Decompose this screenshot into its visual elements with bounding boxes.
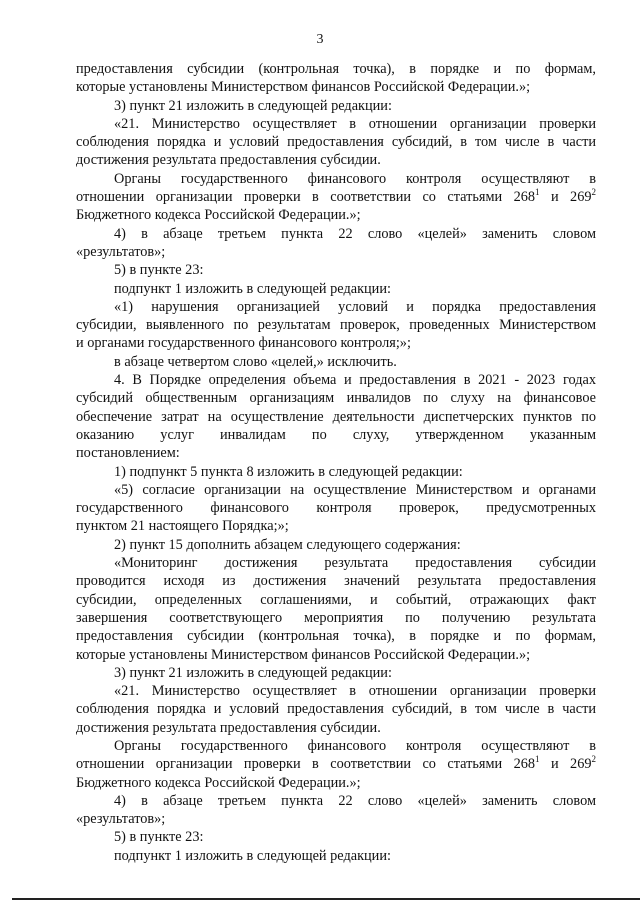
text-line [76,810,596,828]
text-line [76,737,596,755]
superscript: 2 [591,188,596,198]
text-line-content: постановлением: [76,445,180,462]
text-line [76,646,596,664]
text-line-content: достижения результата предоставления субсидии. [76,719,381,736]
text-line-content: 3) пункт 21 изложить в следующей редакции: [114,664,392,681]
text-line [76,60,596,78]
text-line [76,719,596,737]
text-line-content: достижения результата предоставления субсидии. [76,152,381,169]
text-line [76,554,596,572]
text-line [76,627,596,645]
text-line-content: и органами государственного финансового контроля;»; [76,335,411,352]
text-line-content: государственного финансового контроля проверок, предусмотренных [76,500,596,517]
text-line [76,151,596,169]
text-line [76,389,596,407]
text-line-continuation: и 269 [539,189,592,206]
text-line [76,700,596,718]
text-line-content: 4. В Порядке определения объема и предоставления в 2021 - 2023 годах [114,372,596,389]
bottom-divider [12,898,640,900]
text-line [76,426,596,444]
text-line-content: соблюдения порядка и условий предоставления субсидий, в том числе в части [76,701,596,718]
text-line-content: 2) пункт 15 дополнить абзацем следующего содержания: [114,536,461,553]
text-line-content: которые установлены Министерством финансов Российской Федерации.»; [76,646,531,663]
text-line [76,170,596,188]
text-line-content: 3) пункт 21 изложить в следующей редакции: [114,97,392,114]
text-line [76,97,596,115]
text-line [76,774,596,792]
text-line [76,572,596,590]
text-line-content: «результатов»; [76,243,166,260]
text-line-content: Органы государственного финансового контроля осуществляют в [114,170,596,187]
text-line-continuation: и 269 [539,756,592,773]
text-line [76,463,596,481]
text-line [76,499,596,517]
text-line-content: субсидии, выявленного по результатам проверок, проведенных Министерством [76,317,596,334]
text-line-content: 4) в абзаце третьем пункта 22 слово «целей» заменить словом [114,792,596,809]
text-line [76,444,596,462]
text-line-content: 5) в пункте 23: [114,262,204,279]
text-line [76,682,596,700]
text-line-content: «Мониторинг достижения результата предоставления субсидии [114,555,596,572]
text-line [76,408,596,426]
text-line [76,280,596,298]
text-line-content: подпункт 1 изложить в следующей редакции: [114,280,391,297]
text-line [76,188,596,206]
text-line [76,206,596,224]
text-line [76,371,596,389]
text-line-content: субсидий общественным организациям инвалидов по слуху на финансовое [76,390,596,407]
superscript: 1 [535,755,540,765]
text-line-content: которые установлены Министерством финансов Российской Федерации.»; [76,79,531,96]
text-line-content: в абзаце четвертом слово «целей,» исключить. [114,353,397,370]
text-line [76,664,596,682]
document-body [76,60,596,865]
text-line-content: предоставления субсидии (контрольная точка), в порядке и по формам, [76,628,596,645]
text-line [76,755,596,773]
superscript: 2 [591,755,596,765]
text-line-content: «21. Министерство осуществляет в отношении организации проверки [114,683,596,700]
text-line [76,591,596,609]
text-line-content: Бюджетного кодекса Российской Федерации.»; [76,207,361,224]
text-line [76,481,596,499]
text-line-content: «5) согласие организации на осуществление Министерством и органами [114,481,596,498]
text-line-content: обеспечение затрат на осуществление деятельности диспетчерских пунктов по [76,408,596,425]
text-line [76,792,596,810]
text-line-content: Органы государственного финансового контроля осуществляют в [114,737,596,754]
text-line [76,78,596,96]
text-line [76,517,596,535]
text-line-content: пунктом 21 настоящего Порядка;»; [76,518,289,535]
text-line [76,243,596,261]
text-line-content: «1) нарушения организацией условий и порядка предоставления [114,298,596,315]
page-number: 3 [316,32,324,47]
text-line [76,261,596,279]
text-line-content: предоставления субсидии (контрольная точка), в порядке и по формам, [76,61,596,77]
text-line-content: 1) подпункт 5 пункта 8 изложить в следующей редакции: [114,463,463,480]
text-line [76,609,596,627]
text-line-content: Бюджетного кодекса Российской Федерации.»; [76,774,361,791]
text-line-content: оказанию услуг инвалидам по слуху, утвержденном указанным [76,426,596,443]
text-line-content: проводится исходя из достижения значений результата предоставления [76,573,596,590]
text-line [76,133,596,151]
text-line-content: 5) в пункте 23: [114,829,204,846]
text-line [76,298,596,316]
text-line [76,316,596,334]
text-line-content: 4) в абзаце третьем пункта 22 слово «целей» заменить словом [114,225,596,242]
text-line-content: «результатов»; [76,811,166,828]
text-line [76,353,596,371]
text-line-content: соблюдения порядка и условий предоставления субсидий, в том числе в части [76,134,596,151]
text-line [76,828,596,846]
text-line [76,115,596,133]
text-line-content: завершения соответствующего мероприятия по получению результата [76,609,596,626]
text-line [76,225,596,243]
text-line [76,334,596,352]
text-line [76,536,596,554]
superscript: 1 [535,188,540,198]
text-line-content: отношении организации проверки в соответствии со статьями 268 [76,756,536,773]
text-line-content: субсидии, определенных соглашениями, и событий, отражающих факт [76,591,596,608]
text-line-content: подпункт 1 изложить в следующей редакции: [114,847,391,864]
text-line-content: отношении организации проверки в соответствии со статьями 268 [76,189,536,206]
text-line-content: «21. Министерство осуществляет в отношении организации проверки [114,115,596,132]
text-line [76,847,596,865]
